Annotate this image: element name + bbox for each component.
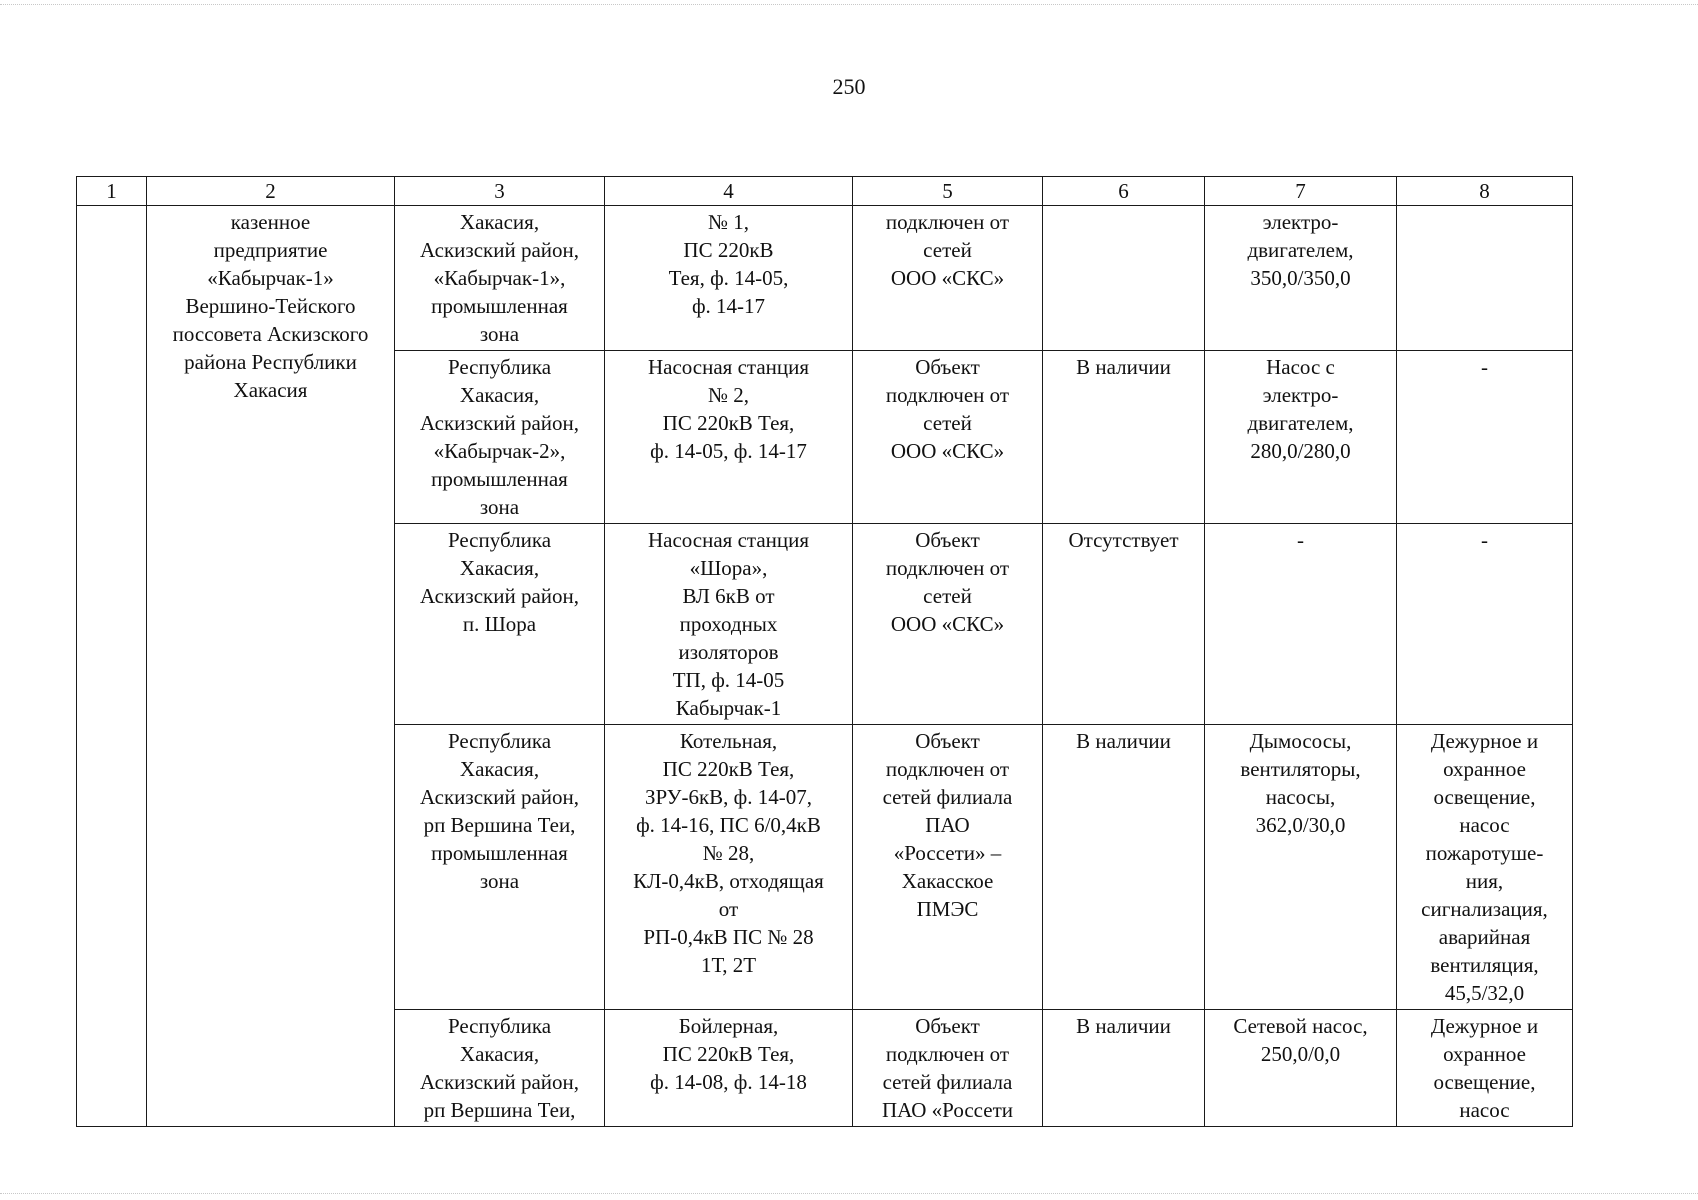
scan-edge-bottom: [0, 1193, 1698, 1194]
object-cell: Котельная, ПС 220кВ Тея, ЗРУ-6кВ, ф. 14-07, ф. 14-16, ПС 6/0,4кВ № 28, КЛ-0,4кВ, отходящая от РП-0,4кВ ПС № 28 1Т, 2Т: [605, 725, 853, 1010]
object-cell: Насосная станция «Шора», ВЛ 6кВ от проходных изоляторов ТП, ф. 14-05 Кабырчак-1: [605, 524, 853, 725]
equipment-cell: электро- двигателем, 350,0/350,0: [1205, 206, 1397, 351]
emergency-load-cell: Дежурное и охранное освещение, насос пожаротуше- ния, сигнализация, аварийная вентиляция, 45,5/32,0: [1397, 725, 1573, 1010]
equipment-cell: -: [1205, 524, 1397, 725]
header-row: [77, 177, 1573, 206]
availability-cell: В наличии: [1043, 351, 1205, 524]
column-header-7: 7: [1205, 177, 1397, 206]
scan-edge-top: [0, 4, 1698, 5]
object-cell: Бойлерная, ПС 220кВ Тея, ф. 14-08, ф. 14-18: [605, 1010, 853, 1127]
connection-cell: подключен от сетей ООО «СКС»: [853, 206, 1043, 351]
address-cell: Хакасия, Аскизский район, «Кабырчак-1», промышленная зона: [395, 206, 605, 351]
column-header-6: 6: [1043, 177, 1205, 206]
availability-cell: В наличии: [1043, 1010, 1205, 1127]
column-header-3: 3: [395, 177, 605, 206]
table-row: [77, 206, 1573, 351]
object-cell: Насосная станция № 2, ПС 220кВ Тея, ф. 14-05, ф. 14-17: [605, 351, 853, 524]
availability-cell: [1043, 206, 1205, 351]
emergency-load-cell: [1397, 206, 1573, 351]
equipment-cell: Насос с электро- двигателем, 280,0/280,0: [1205, 351, 1397, 524]
column-header-8: 8: [1397, 177, 1573, 206]
page-number: 250: [832, 74, 866, 99]
availability-cell: Отсутствует: [1043, 524, 1205, 725]
availability-cell: В наличии: [1043, 725, 1205, 1010]
connection-cell: Объект подключен от сетей ООО «СКС»: [853, 351, 1043, 524]
column-header-2: 2: [147, 177, 395, 206]
connection-cell: Объект подключен от сетей ООО «СКС»: [853, 524, 1043, 725]
column-header-5: 5: [853, 177, 1043, 206]
emergency-load-cell: Дежурное и охранное освещение, насос: [1397, 1010, 1573, 1127]
equipment-cell: Дымососы, вентиляторы, насосы, 362,0/30,0: [1205, 725, 1397, 1010]
address-cell: Республика Хакасия, Аскизский район, рп Вершина Теи, промышленная зона: [395, 725, 605, 1010]
address-cell: Республика Хакасия, Аскизский район, рп Вершина Теи,: [395, 1010, 605, 1127]
connection-cell: Объект подключен от сетей филиала ПАО «Россети: [853, 1010, 1043, 1127]
address-cell: Республика Хакасия, Аскизский район, «Кабырчак-2», промышленная зона: [395, 351, 605, 524]
address-cell: Республика Хакасия, Аскизский район, п. Шора: [395, 524, 605, 725]
column-header-1: 1: [77, 177, 147, 206]
object-cell: № 1, ПС 220кВ Тея, ф. 14-05, ф. 14-17: [605, 206, 853, 351]
organization-cell: казенное предприятие «Кабырчак-1» Вершино-Тейского поссовета Аскизского района Республики Хакасия: [147, 206, 395, 1127]
emergency-load-cell: -: [1397, 524, 1573, 725]
row-number-cell: [77, 206, 147, 1127]
connection-cell: Объект подключен от сетей филиала ПАО «Россети» – Хакасское ПМЭС: [853, 725, 1043, 1010]
data-table: [76, 176, 1573, 1127]
emergency-load-cell: -: [1397, 351, 1573, 524]
column-header-4: 4: [605, 177, 853, 206]
equipment-cell: Сетевой насос, 250,0/0,0: [1205, 1010, 1397, 1127]
